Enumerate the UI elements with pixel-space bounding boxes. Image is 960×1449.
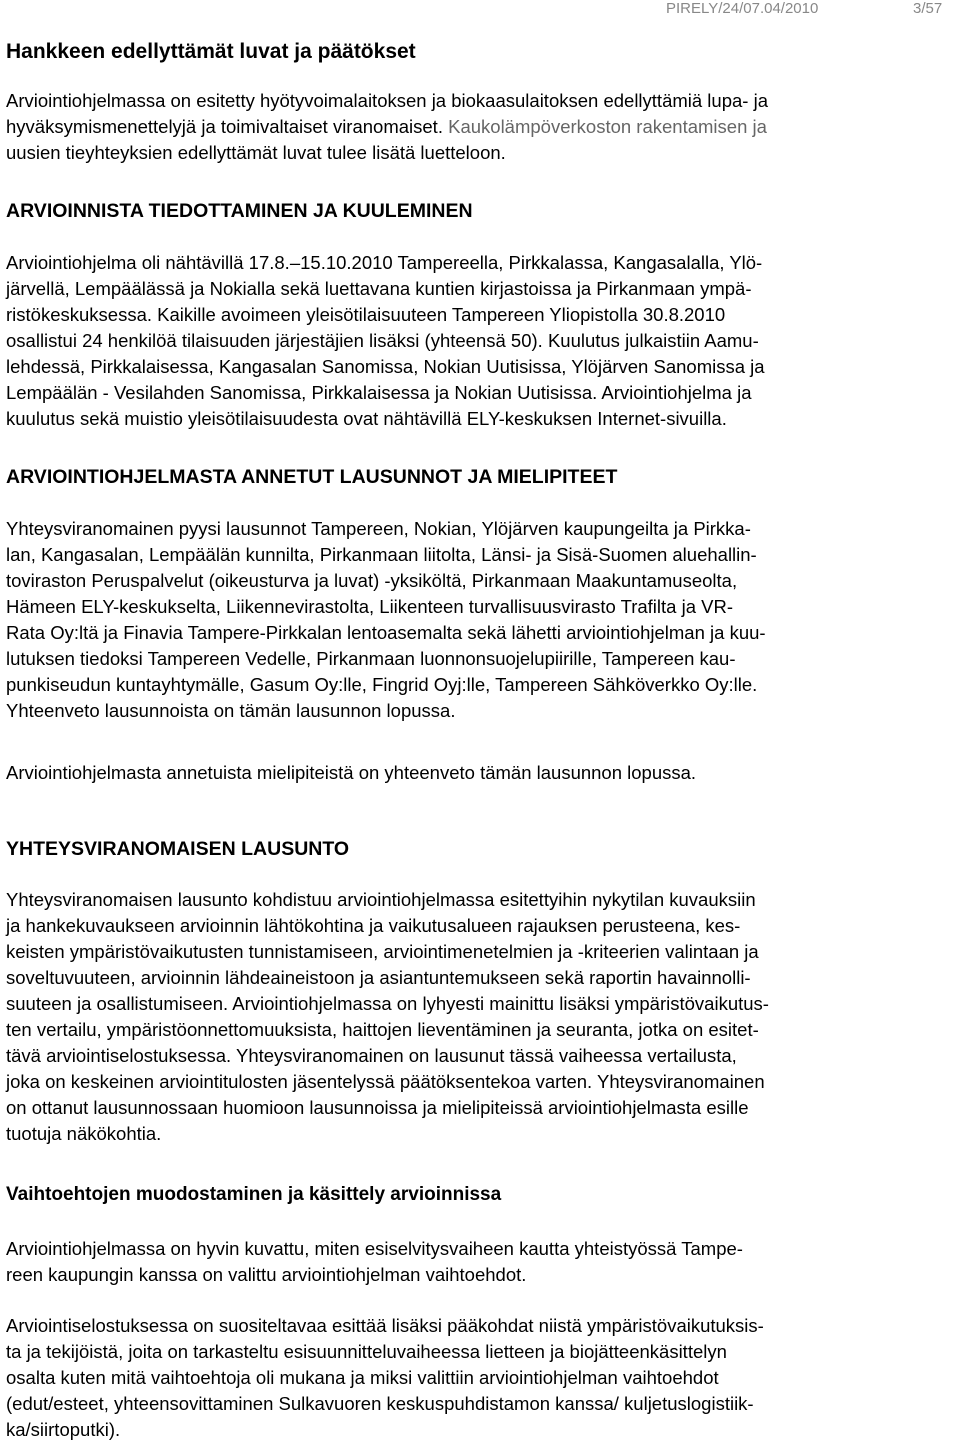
text-line: ja hankekuvaukseen arvioinnin lähtökohtina ja vaikutusalueen rajauksen perusteena, kes- — [6, 915, 741, 936]
text-line: osalta kuten mitä vaihtoehtoja oli mukana ja miksi valittiin arviointiohjelman vaihtoehdot — [6, 1367, 719, 1388]
text-line: ta ja tekijöistä, joita on tarkasteltu esisuunnitteluvaiheessa lietteen ja biojätteenkäsittelyn — [6, 1341, 727, 1362]
text-line: punkiseudun kuntayhtymälle, Gasum Oy:lle, Fingrid Oyj:lle, Tampereen Sähköverkko Oy:lle. — [6, 674, 758, 695]
text-line: Lempäälän - Vesilahden Sanomissa, Pirkkalaisessa ja Nokian Uutisissa. Arviointiohjelma ja — [6, 382, 752, 403]
text-line: joka on keskeinen arviointitulosten jäsentelyssä päätöksentekoa varten. Yhteysviranomainen — [6, 1071, 765, 1092]
text-line: keisten ympäristövaikutusten tunnistamiseen, arviointimenetelmien ja -kriteerien valintaan ja — [6, 941, 759, 962]
text-line: tuotuja näkökohtia. — [6, 1123, 162, 1144]
paragraph-authority-statement — [6, 887, 956, 1147]
text-line: ristökeskuksessa. Kaikille avoimeen yleisötilaisuuteen Tampereen Yliopistolla 30.8.2010 — [6, 304, 726, 325]
text-line: Arviointiohjelmassa on esitetty hyötyvoimalaitoksen ja biokaasulaitoksen edellyttämiä lupa- ja — [6, 90, 768, 111]
text-line: Rata Oy:ltä ja Finavia Tampere-Pirkkalan lentoasemalta sekä lähetti arviointiohjelman ja kuu- — [6, 622, 766, 643]
text-line: Arviointiohjelmasta annetuista mielipiteistä on yhteenveto tämän lausunnon lopussa. — [6, 762, 697, 783]
document-reference: PIRELY/24/07.04/2010 — [666, 0, 819, 17]
text-line: Arviointiohjelma oli nähtävillä 17.8.–15.10.2010 Tampereella, Pirkkalassa, Kangasalalla, Ylö- — [6, 252, 763, 273]
text-line: tävä arviointiselostuksessa. Yhteysviranomainen on lausunut tässä vaiheessa vertailusta, — [6, 1045, 737, 1066]
paragraph-permits — [6, 88, 956, 166]
text-line: ka/siirtoputki). — [6, 1419, 121, 1440]
section-heading-authority-statement: YHTEYSVIRANOMAISEN LAUSUNTO — [6, 838, 350, 860]
paragraph-alternatives-2 — [6, 1313, 956, 1443]
text-line: uusien tieyhteyksien edellyttämät luvat tulee lisätä luetteloon. — [6, 142, 506, 163]
text-line: kuulutus sekä muistio yleisötilaisuudesta ovat nähtävillä ELY-keskuksen Internet-sivuilla. — [6, 408, 727, 429]
text-line — [6, 114, 956, 140]
section-heading-alternatives: Vaihtoehtojen muodostaminen ja käsittely arvioinnissa — [6, 1184, 502, 1205]
text-line: Yhteenveto lausunnoista on tämän lausunnon lopussa. — [6, 700, 456, 721]
text-segment: hyväksymismenettelyjä ja toimivaltaiset viranomaiset. — [6, 116, 443, 137]
text-line: toviraston Peruspalvelut (oikeusturva ja luvat) -yksiköltä, Pirkanmaan Maakuntamuseolta, — [6, 570, 738, 591]
section-heading-statements: ARVIOINTIOHJELMASTA ANNETUT LAUSUNNOT JA MIELIPITEET — [6, 466, 618, 488]
text-line: (edut/esteet, yhteensovittaminen Sulkavuoren keskuspuhdistamon kanssa/ kuljetuslogistiik- — [6, 1393, 754, 1414]
text-line: lehdessä, Pirkkalaisessa, Kangasalan Sanomissa, Nokian Uutisissa, Ylöjärven Sanomissa ja — [6, 356, 765, 377]
page-number: 3/57 — [913, 0, 943, 17]
text-line: soveltuvuuteen, arvioinnin lähdeaineistoon ja asiantuntemukseen sekä raportin havainnolli- — [6, 967, 751, 988]
text-line: on ottanut lausunnossaan huomioon lausunnoissa ja mielipiteissä arviointiohjelmasta esille — [6, 1097, 749, 1118]
text-line: Arviointiohjelmassa on hyvin kuvattu, miten esiselvitysvaiheen kautta yhteistyössä Tampe- — [6, 1238, 743, 1259]
paragraph-informing — [6, 250, 956, 432]
text-line: lutuksen tiedoksi Tampereen Vedelle, Pirkanmaan luonnonsuojelupiirille, Tampereen kau- — [6, 648, 736, 669]
text-line: Yhteysviranomaisen lausunto kohdistuu arviointiohjelmassa esitettyihin nykytilan kuvauksiin — [6, 889, 756, 910]
text-line: Yhteysviranomainen pyysi lausunnot Tampereen, Nokian, Ylöjärven kaupungeilta ja Pirkka- — [6, 518, 751, 539]
section-title-permits: Hankkeen edellyttämät luvat ja päätökset — [6, 40, 416, 63]
text-line: Arviointiselostuksessa on suositeltavaa esittää lisäksi pääkohdat niistä ympäristövaikutuksis- — [6, 1315, 764, 1336]
paragraph-opinions — [6, 760, 956, 786]
text-segment-gray: Kaukolämpöverkoston rakentamisen ja — [448, 116, 767, 137]
text-line: Hämeen ELY-keskukselta, Liikennevirastolta, Liikenteen turvallisuusvirasto Trafilta ja VR- — [6, 596, 733, 617]
paragraph-alternatives-1 — [6, 1236, 956, 1288]
text-line: osallistui 24 henkilöä tilaisuuden järjestäjien lisäksi (yhteensä 50). Kuulutus julkaistiin Aamu- — [6, 330, 759, 351]
text-line: suuteen ja osallistumiseen. Arviointiohjelmassa on lyhyesti mainittu lisäksi ympäristövaikutus- — [6, 993, 769, 1014]
text-line: reen kaupungin kanssa on valittu arviointiohjelman vaihtoehdot. — [6, 1264, 527, 1285]
text-line: järvellä, Lempäälässä ja Nokialla sekä luettavana kuntien kirjastoissa ja Pirkanmaan ympä- — [6, 278, 752, 299]
paragraph-statements — [6, 516, 956, 724]
text-line: ten vertailu, ympäristöonnettomuuksista, haittojen lieventäminen ja seuranta, jotka on esitet- — [6, 1019, 759, 1040]
section-heading-informing: ARVIOINNISTA TIEDOTTAMINEN JA KUULEMINEN — [6, 200, 473, 222]
text-line: lan, Kangasalan, Lempäälän kunnilta, Pirkanmaan liitolta, Länsi- ja Sisä-Suomen aluehallin- — [6, 544, 757, 565]
